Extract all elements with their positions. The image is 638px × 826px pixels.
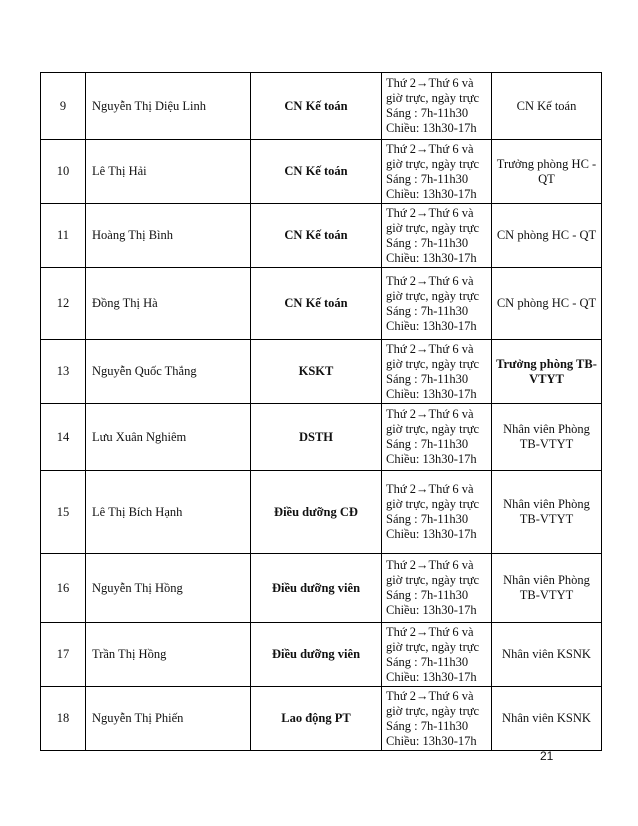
job-position: Nhân viên Phòng TB-VTYT [492,471,602,554]
staff-name: Lưu Xuân Nghiêm [86,404,251,471]
staff-name: Nguyễn Thị Phiến [86,687,251,751]
work-schedule [382,404,492,471]
schedule-duty: giờ trực, ngày trực [386,703,480,718]
row-number: 13 [41,340,86,404]
job-position: Nhân viên KSNK [492,687,602,751]
schedule-duty: giờ trực, ngày trực [386,639,480,654]
schedule-duty: giờ trực, ngày trực [386,91,480,105]
schedule-afternoon: Chiều: 13h30-17h [386,250,477,265]
schedule-duty: giờ trực, ngày trực [386,497,480,511]
schedule-duty: giờ trực, ngày trực [386,356,480,371]
qualification: CN Kế toán [251,73,382,140]
staff-name: Hoàng Thị Bình [86,204,251,268]
schedule-morning: Sáng : 7h-11h30 [386,654,469,669]
schedule-morning: Sáng : 7h-11h30 [386,718,469,733]
schedule-morning: Sáng : 7h-11h30 [386,371,469,386]
schedule-days: Thứ 2→Thứ 6 và [386,141,474,156]
row-number: 10 [41,140,86,204]
work-schedule [382,73,492,140]
qualification: CN Kế toán [251,140,382,204]
schedule-days: Thứ 2→Thứ 6 và [386,624,474,639]
schedule-afternoon: Chiều: 13h30-17h [386,527,477,541]
staff-name: Lê Thị Bích Hạnh [86,471,251,554]
schedule-afternoon: Chiều: 13h30-17h [386,121,477,135]
table-body [41,73,602,751]
qualification: CN Kế toán [251,204,382,268]
table-row [41,404,602,471]
schedule-afternoon: Chiều: 13h30-17h [386,669,477,684]
staff-name: Lê Thị Hải [86,140,251,204]
row-number: 16 [41,554,86,623]
schedule-duty: giờ trực, ngày trực [386,220,480,235]
schedule-days: Thứ 2→Thứ 6 và [386,205,474,220]
schedule-afternoon: Chiều: 13h30-17h [386,452,477,466]
table-row [41,204,602,268]
table-row [41,268,602,340]
work-schedule [382,554,492,623]
work-schedule [382,340,492,404]
page-number: 21 [540,749,554,763]
schedule-days: Thứ 2→Thứ 6 và [386,482,474,496]
schedule-duty: giờ trực, ngày trực [386,422,480,436]
table-row [41,471,602,554]
job-position: Trưởng phòng HC - QT [492,140,602,204]
table-row [41,687,602,751]
schedule-morning: Sáng : 7h-11h30 [386,437,469,451]
staff-name: Nguyễn Quốc Thắng [86,340,251,404]
table-row [41,73,602,140]
qualification: Điều dưỡng viên [251,623,382,687]
schedule-days: Thứ 2→Thứ 6 và [386,558,474,572]
staff-name: Nguyễn Thị Diệu Linh [86,73,251,140]
work-schedule [382,268,492,340]
row-number: 18 [41,687,86,751]
job-position: Trưởng phòng TB-VTYT [492,340,602,404]
job-position: CN phòng HC - QT [492,268,602,340]
schedule-days: Thứ 2→Thứ 6 và [386,407,474,421]
schedule-afternoon: Chiều: 13h30-17h [386,733,477,748]
row-number: 11 [41,204,86,268]
schedule-afternoon: Chiều: 13h30-17h [386,603,477,617]
schedule-days: Thứ 2→Thứ 6 và [386,341,474,356]
job-position: Nhân viên KSNK [492,623,602,687]
schedule-duty: giờ trực, ngày trực [386,288,480,303]
schedule-duty: giờ trực, ngày trực [386,573,480,587]
schedule-morning: Sáng : 7h-11h30 [386,235,469,250]
work-schedule [382,687,492,751]
work-schedule [382,623,492,687]
schedule-morning: Sáng : 7h-11h30 [386,303,469,318]
qualification: DSTH [251,404,382,471]
qualification: KSKT [251,340,382,404]
row-number: 17 [41,623,86,687]
staff-name: Đồng Thị Hà [86,268,251,340]
job-position: Nhân viên Phòng TB-VTYT [492,554,602,623]
schedule-days: Thứ 2→Thứ 6 và [386,76,474,90]
job-position: CN phòng HC - QT [492,204,602,268]
row-number: 9 [41,73,86,140]
qualification: Lao động PT [251,687,382,751]
table-row [41,340,602,404]
schedule-days: Thứ 2→Thứ 6 và [386,273,474,288]
staff-schedule-table [40,72,602,751]
staff-name: Trần Thị Hồng [86,623,251,687]
work-schedule [382,204,492,268]
table-row [41,623,602,687]
schedule-afternoon: Chiều: 13h30-17h [386,186,477,201]
schedule-morning: Sáng : 7h-11h30 [386,588,469,602]
job-position: Nhân viên Phòng TB-VTYT [492,404,602,471]
qualification: Điều dưỡng viên [251,554,382,623]
schedule-days: Thứ 2→Thứ 6 và [386,688,474,703]
schedule-morning: Sáng : 7h-11h30 [386,171,469,186]
schedule-duty: giờ trực, ngày trực [386,156,480,171]
job-position: CN Kế toán [492,73,602,140]
staff-name: Nguyễn Thị Hồng [86,554,251,623]
schedule-afternoon: Chiều: 13h30-17h [386,386,477,401]
qualification: CN Kế toán [251,268,382,340]
schedule-morning: Sáng : 7h-11h30 [386,106,469,120]
work-schedule [382,140,492,204]
row-number: 15 [41,471,86,554]
qualification: Điều dưỡng CĐ [251,471,382,554]
schedule-morning: Sáng : 7h-11h30 [386,512,469,526]
table-row [41,554,602,623]
table-row [41,140,602,204]
work-schedule [382,471,492,554]
row-number: 14 [41,404,86,471]
row-number: 12 [41,268,86,340]
schedule-afternoon: Chiều: 13h30-17h [386,318,477,333]
